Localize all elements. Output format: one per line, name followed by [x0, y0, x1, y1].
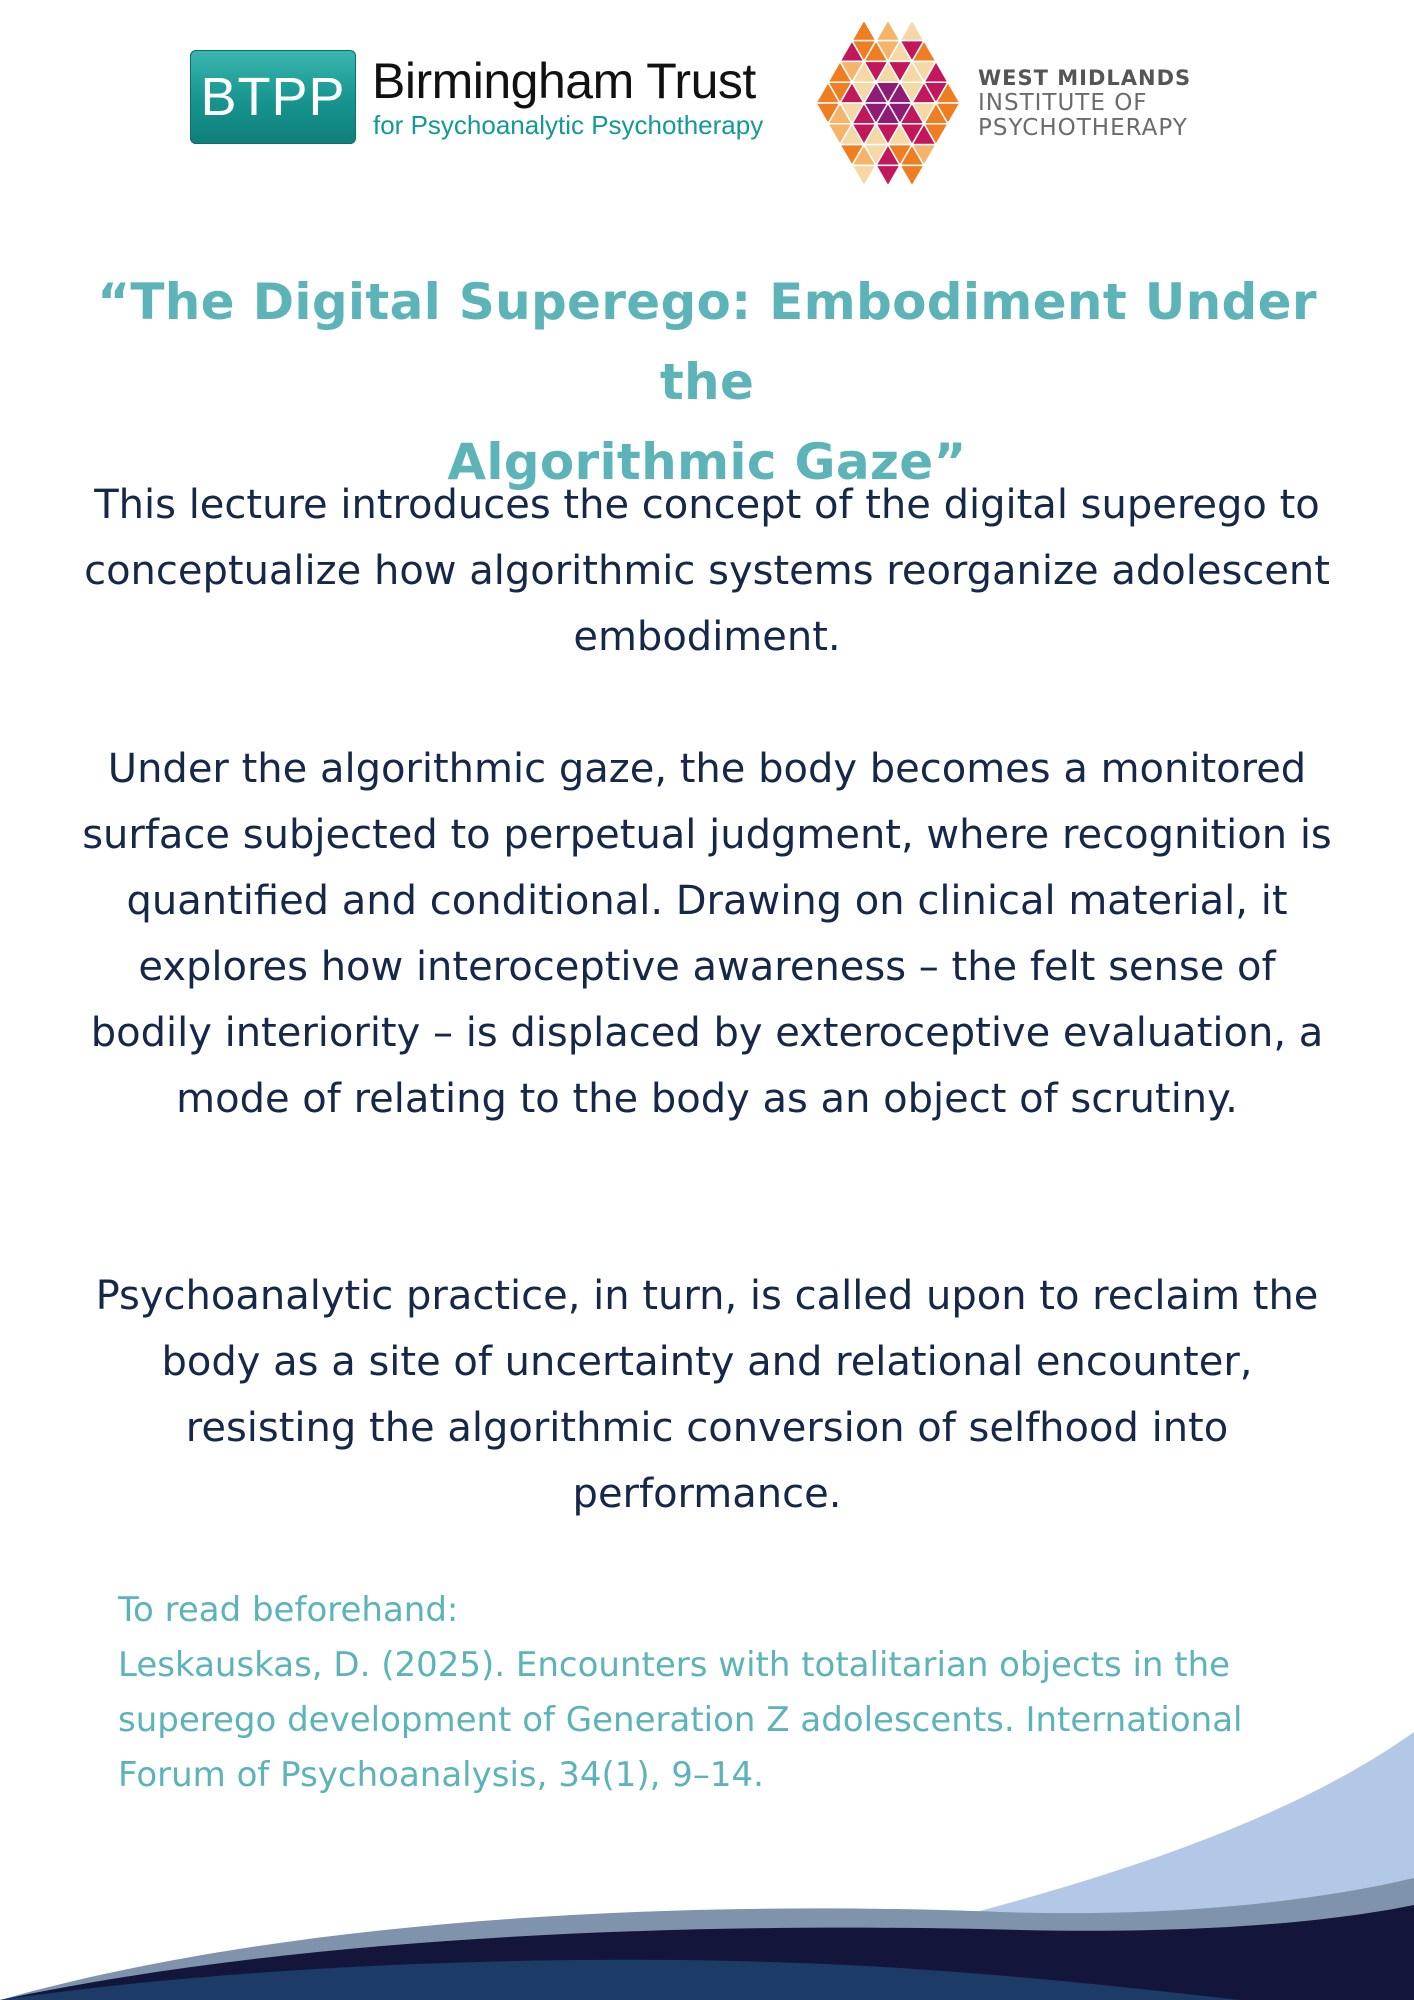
decorative-waves: [0, 1700, 1414, 2000]
wmip-logo-line2: INSTITUTE OF: [978, 90, 1148, 116]
pre-reading-citation-line1: Leskauskas, D. (2025). Encounters with totalitarian objects in the: [118, 1645, 1231, 1685]
abstract-paragraph-1: This lecture introduces the concept of the digital superego to conceptualize how algorithmic systems reorganize adolescent embodiment.: [84, 482, 1330, 660]
wmip-logo-triangle: [852, 165, 876, 186]
btpp-logo: [190, 50, 770, 146]
wmip-logo: [816, 18, 1216, 188]
wmip-logo-triangle: [876, 165, 900, 186]
btpp-logo-badge-text: BTPP: [200, 67, 346, 127]
abstract-paragraph-2: Under the algorithmic gaze, the body becomes a monitored surface subjected to perpetual judgment, where recognition is quantified and conditional. Drawing on clinical material, it explores how interoceptive awareness – the felt sense of bodily interiority – is displaced by exteroceptive evaluation, a mode of relating to the body as an object of scrutiny.: [82, 746, 1332, 1122]
wmip-logo-line3: PSYCHOTHERAPY: [978, 115, 1188, 141]
wmip-logo-line1: WEST MIDLANDS: [978, 66, 1192, 90]
abstract-paragraph-3: Psychoanalytic practice, in turn, is called upon to reclaim the body as a site of uncertainty and relational encounter, resisting the algorithmic conversion of selfhood into performance.: [95, 1273, 1319, 1517]
wmip-logo-mark-icon: [816, 18, 966, 188]
pre-reading-heading: To read beforehand:: [118, 1590, 459, 1630]
btpp-logo-subtitle: for Psychoanalytic Psychotherapy: [373, 110, 764, 140]
lecture-title-line2: Algorithmic Gaze”: [447, 433, 967, 491]
btpp-logo-name: Birmingham Trust: [372, 53, 756, 109]
wmip-logo-triangle: [876, 20, 900, 41]
pre-reading-citation-line3: Forum of Psychoanalysis, 34(1), 9–14.: [118, 1755, 764, 1795]
wmip-logo-triangle: [900, 165, 924, 186]
btpp-logo-badge: [190, 50, 356, 144]
pre-reading-citation-line2: superego development of Generation Z adolescents. International: [118, 1700, 1243, 1740]
wmip-logo-triangle: [900, 20, 924, 41]
lecture-title: [70, 262, 1344, 502]
lecture-title-line1: “The Digital Superego: Embodiment Under the: [97, 273, 1317, 411]
wmip-logo-triangle: [852, 20, 876, 41]
